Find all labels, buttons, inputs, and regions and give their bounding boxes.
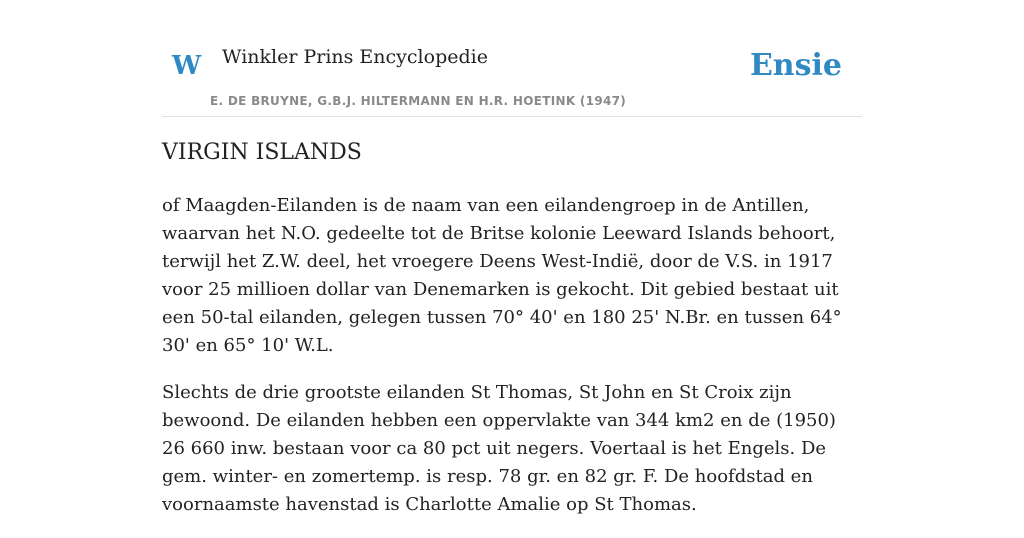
entry-paragraph: of Maagden-Eilanden is de naam van een eilandengroep in de Antillen, waarvan het N.O. gedeelte tot de Britse kolonie Leeward Islands behoort, terwijl het Z.W. deel, het vroegere Deens West-Indië, door de V.S. in 1917 voor 25 millioen dollar van Denemarken is gekocht. Dit gebied bestaat uit een 50-tal eilanden, gelegen tussen 70° 40' en 180 25' N.Br. en tussen 64° 30' en 65° 10' W.L. [162, 195, 842, 356]
source-header [162, 0, 862, 117]
source-logo[interactable]: W [172, 51, 202, 81]
brand-logo[interactable]: Ensie [749, 48, 842, 83]
entry-title: VIRGIN ISLANDS [162, 140, 362, 165]
article-page [162, 0, 862, 515]
entry-body [162, 192, 862, 538]
entry-paragraph: Slechts de drie grootste eilanden St Thomas, St John en St Croix zijn bewoond. De eilanden hebben een oppervlakte van 344 km2 en de (1950) 26 660 inw. bestaan voor ca 80 pct uit negers. Voertaal is het Engels. De gem. winter- en zomertemp. is resp. 78 gr. en 82 gr. F. De hoofdstad en voornaamste havenstad is Charlotte Amalie op St Thomas. [162, 382, 836, 515]
source-title[interactable]: Winkler Prins Encyclopedie [222, 46, 488, 68]
source-authors: E. DE BRUYNE, G.B.J. HILTERMANN EN H.R. HOETINK (1947) [210, 94, 627, 108]
